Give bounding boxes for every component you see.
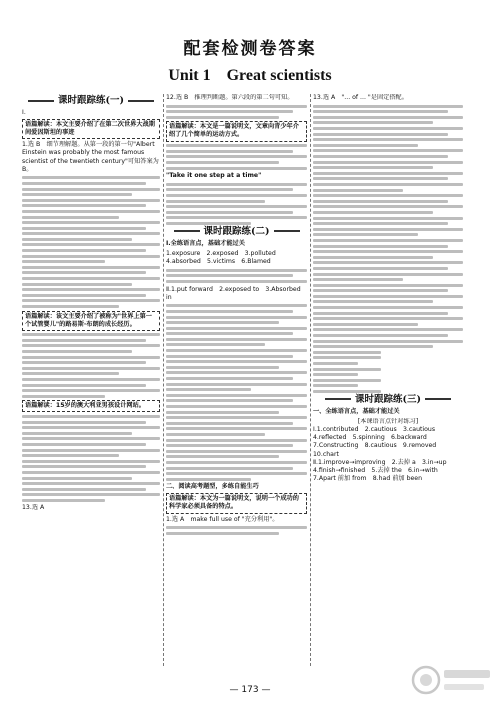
text-line-placeholder (22, 288, 160, 291)
text-line-placeholder (313, 155, 448, 158)
text-line-placeholder (313, 250, 463, 253)
text-line-placeholder (166, 532, 279, 535)
section-heading-2 (166, 225, 307, 237)
part-heading: Ⅰ.全练语言点，基础才能过关 (166, 239, 245, 247)
text-line-placeholder (313, 379, 381, 382)
text-line-placeholder (166, 280, 307, 283)
phrase-answers: Ⅱ.1.put forward 2.exposed to 3.Absorbed in (166, 285, 301, 301)
text-line-placeholder (313, 317, 463, 320)
text-line-placeholder (166, 371, 307, 374)
sub-heading: [本课语言点针对练习] (357, 418, 419, 426)
text-line-placeholder (166, 144, 307, 147)
text-line-placeholder (166, 422, 293, 425)
watermark-logo (408, 660, 494, 700)
text-line-placeholder (22, 454, 119, 457)
text-line-placeholder (313, 300, 433, 303)
phrase-answers: Ⅱ.1.improve→improving 2.去掉 a 3.in→up 4.finish→finished 5.去掉 the 6.in→with 7.Apart 前加 from 8.had 前加 been (313, 458, 453, 482)
text-line-placeholder (166, 394, 307, 397)
text-line-placeholder (22, 238, 132, 241)
heading-rule (128, 100, 154, 102)
text-line-placeholder (166, 366, 279, 369)
text-line-placeholder (22, 277, 160, 280)
part-heading: 二、阅读高考题型，多练自能生巧 (166, 483, 259, 491)
text-line-placeholder (22, 294, 146, 297)
text-line-placeholder (22, 227, 146, 230)
quoted-sentence: "Take it one step at a time" (166, 172, 262, 180)
text-line-placeholder (22, 471, 160, 474)
text-line-placeholder (313, 368, 381, 371)
text-line-placeholder (166, 444, 293, 447)
text-line-placeholder (22, 232, 160, 235)
text-line-placeholder (166, 467, 293, 470)
answer-text-placeholder (166, 526, 307, 535)
text-line-placeholder (313, 278, 403, 281)
text-line-placeholder (22, 488, 146, 491)
text-line-placeholder (313, 245, 448, 248)
text-line-placeholder (22, 255, 160, 258)
text-line-placeholder (22, 367, 160, 370)
text-line-placeholder (166, 161, 279, 164)
text-line-placeholder (313, 351, 381, 354)
answer-text-placeholder (166, 144, 307, 169)
text-line-placeholder (22, 356, 160, 359)
text-line-placeholder (22, 449, 160, 452)
text-line-placeholder (166, 405, 307, 408)
text-line-placeholder (22, 493, 160, 496)
text-line-placeholder (313, 138, 463, 141)
text-line-placeholder (22, 216, 119, 219)
text-line-placeholder (166, 355, 293, 358)
text-line-placeholder (313, 222, 448, 225)
text-line-placeholder (313, 233, 418, 236)
text-line-placeholder (166, 427, 307, 430)
text-line-placeholder (313, 306, 463, 309)
text-line-placeholder (313, 362, 358, 365)
text-line-placeholder (313, 345, 433, 348)
text-line-placeholder (313, 340, 463, 343)
text-line-placeholder (313, 390, 381, 393)
text-line-placeholder (313, 228, 463, 231)
section-heading-text: 课时跟踪练(三) (355, 393, 421, 405)
text-line-placeholder (313, 312, 448, 315)
text-line-placeholder (313, 284, 463, 287)
text-line-placeholder (313, 323, 418, 326)
reading-guide-box: 语篇解读：本文为一篇说明文，说明一个成功的科学家必须具备的特点。 (166, 493, 307, 513)
text-line-placeholder (313, 116, 463, 119)
text-line-placeholder (313, 133, 448, 136)
text-line-placeholder (22, 305, 119, 308)
text-line-placeholder (166, 205, 307, 208)
text-line-placeholder (166, 338, 307, 341)
text-line-placeholder (22, 384, 146, 387)
text-line-placeholder (313, 295, 463, 298)
text-line-placeholder (166, 388, 251, 391)
text-line-placeholder (22, 210, 160, 213)
text-line-placeholder (22, 499, 105, 502)
section-heading-3 (313, 393, 463, 405)
text-line-placeholder (166, 360, 307, 363)
text-line-placeholder (166, 310, 293, 313)
text-line-placeholder (166, 194, 307, 197)
section-heading-1 (22, 97, 160, 105)
answer-line: 12.选 B 推理判断题。第六段的第二句可知。 (166, 94, 294, 101)
text-line-placeholder (166, 377, 293, 380)
text-line-placeholder (166, 472, 307, 475)
text-line-placeholder (166, 332, 293, 335)
text-line-placeholder (22, 460, 160, 463)
text-line-placeholder (313, 166, 433, 169)
text-line-placeholder (22, 432, 132, 435)
text-line-placeholder (22, 482, 160, 485)
text-line-placeholder (22, 465, 146, 468)
text-line-placeholder (313, 189, 403, 192)
answer-column-3 (313, 94, 463, 669)
answer-line: 1.选 B 细节理解题。从第一段的第一句"Albert Einstein was probably the most famous scientist of the twentieth century"可知答案为 B。 (22, 141, 159, 173)
text-line-placeholder (22, 299, 160, 302)
answer-text-placeholder (313, 105, 463, 393)
text-line-placeholder (166, 461, 307, 464)
text-line-placeholder (313, 256, 433, 259)
column-divider-2 (310, 94, 311, 666)
part-heading: 一、全练语言点，基础才能过关 (313, 408, 400, 416)
text-line-placeholder (166, 183, 307, 186)
reading-guide-box: 语篇解读：该文主要介绍了被称为"世界上第一个试管婴儿"的路易斯·布朗的成长经历。 (22, 311, 160, 331)
text-line-placeholder (166, 316, 307, 319)
text-line-placeholder (313, 239, 463, 242)
answer-line: 1.选 A make full use of "充分利用"。 (166, 515, 279, 523)
text-line-placeholder (22, 199, 160, 202)
text-line-placeholder (22, 193, 132, 196)
text-line-placeholder (166, 526, 307, 529)
page-number: — 173 — (229, 685, 271, 695)
text-line-placeholder (166, 167, 307, 170)
text-line-placeholder (166, 411, 279, 414)
text-line-placeholder (22, 333, 160, 336)
answer-text-placeholder (166, 105, 307, 119)
text-line-placeholder (166, 383, 307, 386)
text-line-placeholder (313, 121, 433, 124)
text-line-placeholder (313, 127, 463, 130)
reading-guide-box: 语篇解读：本文主要介绍了在第二次世界大战期间爱因斯坦的事迹 (22, 119, 160, 139)
text-line-placeholder (166, 222, 251, 225)
answer-line: 13.选 A "... of ... "是固定搭配。 (313, 94, 408, 101)
text-line-placeholder (313, 328, 463, 331)
text-line-placeholder (313, 149, 463, 152)
vocabulary-answers: Ⅰ.1.contributed 2.cautious 3.cautious 4.reflected 5.spinning 6.backward 7.Constructing 8.cautious 9.removed 10.chart (313, 426, 443, 458)
text-line-placeholder (313, 211, 433, 214)
text-line-placeholder (313, 183, 463, 186)
text-line-placeholder (313, 105, 463, 108)
section-heading-text: 课时跟踪练(一) (58, 95, 124, 106)
text-line-placeholder (22, 437, 160, 440)
answer-text-placeholder (166, 269, 307, 283)
text-line-placeholder (166, 455, 279, 458)
text-line-placeholder (313, 267, 448, 270)
text-line-placeholder (313, 200, 448, 203)
text-line-placeholder (166, 399, 293, 402)
text-line-placeholder (313, 356, 381, 359)
text-line-placeholder (22, 204, 146, 207)
text-line-placeholder (166, 327, 307, 330)
text-line-placeholder (22, 176, 160, 179)
unit-title: Unit 1 Great scientists (168, 67, 332, 84)
text-line-placeholder (166, 110, 293, 113)
text-line-placeholder (166, 116, 279, 119)
text-line-placeholder (313, 373, 358, 376)
text-line-placeholder (166, 450, 307, 453)
answer-text-placeholder (166, 304, 307, 480)
text-line-placeholder (166, 216, 307, 219)
text-line-placeholder (22, 421, 146, 424)
reading-guide-box: 语篇解读：15岁的澳大利亚男孩设计网站。 (22, 400, 160, 412)
text-line-placeholder (22, 243, 160, 246)
answer-line: 13.选 A (22, 504, 45, 512)
text-line-placeholder (22, 350, 132, 353)
text-line-placeholder (313, 144, 418, 147)
heading-rule (274, 230, 300, 232)
text-line-placeholder (313, 177, 448, 180)
page-title: 配套检测卷答案 (183, 39, 317, 59)
text-line-placeholder (166, 433, 265, 436)
part-label: Ⅰ. (22, 109, 26, 117)
text-line-placeholder (22, 271, 146, 274)
text-line-placeholder (22, 188, 160, 191)
heading-rule (28, 100, 54, 102)
text-line-placeholder (22, 372, 119, 375)
text-line-placeholder (313, 289, 448, 292)
text-line-placeholder (22, 361, 146, 364)
text-line-placeholder (166, 478, 251, 481)
answer-text-placeholder (166, 183, 307, 225)
text-line-placeholder (22, 395, 105, 398)
text-line-placeholder (22, 249, 146, 252)
text-line-placeholder (313, 261, 463, 264)
text-line-placeholder (166, 416, 307, 419)
text-line-placeholder (22, 182, 146, 185)
answer-text-placeholder (22, 415, 160, 502)
text-line-placeholder (22, 415, 160, 418)
reading-guide-box: 语篇解读：本文是一篇说明文，文章向青少年介绍了几个简单的运动方式。 (166, 121, 307, 141)
text-line-placeholder (313, 334, 448, 337)
answer-text-placeholder (22, 176, 160, 308)
heading-rule (425, 398, 451, 400)
text-line-placeholder (166, 274, 293, 277)
text-line-placeholder (22, 378, 160, 381)
text-line-placeholder (313, 273, 463, 276)
text-line-placeholder (166, 343, 265, 346)
text-line-placeholder (313, 194, 463, 197)
section-heading-text: 课时跟踪练(二) (203, 225, 270, 237)
text-line-placeholder (22, 389, 160, 392)
answer-column-2 (166, 94, 307, 669)
text-line-placeholder (313, 161, 463, 164)
text-line-placeholder (166, 321, 279, 324)
text-line-placeholder (166, 304, 307, 307)
text-line-placeholder (22, 266, 160, 269)
text-line-placeholder (166, 439, 307, 442)
text-line-placeholder (22, 344, 160, 347)
text-line-placeholder (166, 155, 307, 158)
heading-rule (174, 230, 200, 232)
text-line-placeholder (22, 339, 146, 342)
text-line-placeholder (22, 283, 132, 286)
vocabulary-answers: 1.exposure 2.exposed 3.polluted 4.absorbed 5.victims 6.Blamed (166, 250, 282, 266)
text-line-placeholder (22, 221, 160, 224)
text-line-placeholder (166, 188, 293, 191)
text-line-placeholder (22, 443, 146, 446)
answer-column-1 (22, 94, 160, 669)
text-line-placeholder (22, 260, 105, 263)
text-line-placeholder (166, 349, 307, 352)
heading-rule (325, 398, 351, 400)
text-line-placeholder (22, 426, 160, 429)
text-line-placeholder (313, 205, 463, 208)
text-line-placeholder (166, 150, 293, 153)
text-line-placeholder (166, 200, 265, 203)
text-line-placeholder (313, 110, 448, 113)
text-line-placeholder (313, 384, 358, 387)
text-line-placeholder (22, 477, 132, 480)
text-line-placeholder (166, 211, 293, 214)
text-line-placeholder (313, 217, 463, 220)
text-line-placeholder (166, 269, 307, 272)
answer-text-placeholder (22, 333, 160, 398)
text-line-placeholder (166, 105, 307, 108)
column-divider-1 (163, 94, 164, 666)
text-line-placeholder (313, 172, 463, 175)
